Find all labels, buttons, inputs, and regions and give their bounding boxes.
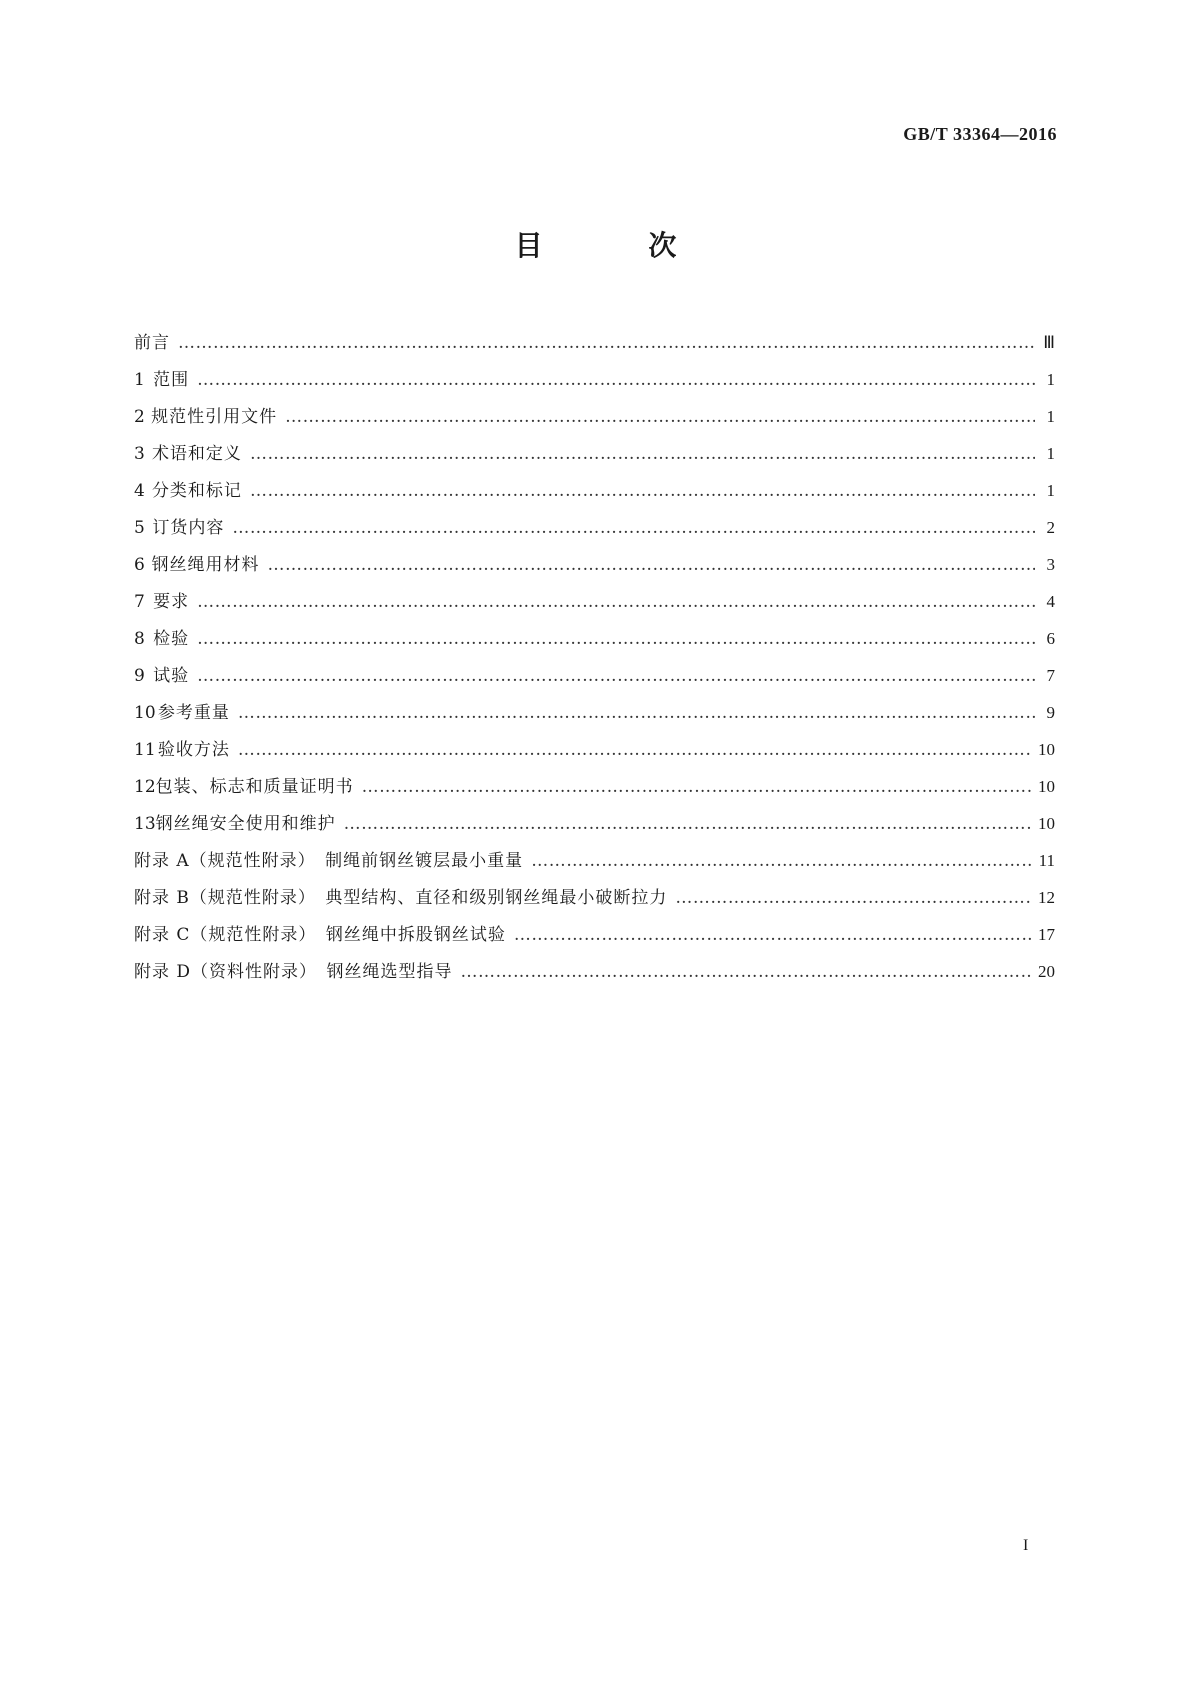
toc-entry-number: 6 <box>134 555 145 575</box>
toc-entry-10[interactable] <box>134 698 1055 735</box>
toc-entry-appendix-a[interactable] <box>134 846 1055 883</box>
toc-entry-number: 10 <box>134 703 156 723</box>
toc-entry-page: 3 <box>1046 555 1055 574</box>
toc-entry-number: 8 <box>134 629 145 649</box>
toc-entry-page: Ⅲ <box>1043 333 1055 352</box>
toc-entry-appendix-d[interactable] <box>134 957 1055 994</box>
standard-code: GB/T 33364—2016 <box>903 124 1057 144</box>
toc-entry-number: 11 <box>134 740 156 760</box>
toc-dot-leader <box>531 851 1032 871</box>
toc-entry-7[interactable] <box>134 587 1055 624</box>
toc-entry-number: 1 <box>134 370 145 390</box>
toc-entry-12[interactable] <box>134 772 1055 809</box>
toc-entry-label: 试验 <box>153 666 190 686</box>
toc-entry-number: 5 <box>134 518 145 538</box>
toc-entry-page: 2 <box>1046 518 1055 537</box>
toc-entry-page: 10 <box>1038 740 1055 759</box>
toc-entry-11[interactable] <box>134 735 1055 772</box>
toc-entry-label: 附录 D（资料性附录） 钢丝绳选型指导 <box>134 962 453 982</box>
toc-entry-9[interactable] <box>134 661 1055 698</box>
toc-entry-number: 3 <box>134 444 145 464</box>
toc-entry-6[interactable] <box>134 550 1055 587</box>
toc-dot-leader <box>344 814 1032 834</box>
toc-entry-label: 规范性引用文件 <box>151 407 278 427</box>
toc-dot-leader <box>250 444 1035 464</box>
toc-entry-appendix-b[interactable] <box>134 883 1055 920</box>
toc-dot-leader <box>514 925 1032 945</box>
toc-entry-page: 20 <box>1038 962 1055 981</box>
toc-entry-label: 附录 A（规范性附录） 制绳前钢丝镀层最小重量 <box>134 851 524 871</box>
toc-entry-page: 12 <box>1038 888 1055 907</box>
table-of-contents <box>134 328 1055 994</box>
toc-entry-label: 检验 <box>153 629 190 649</box>
toc-entry-label: 验收方法 <box>157 740 230 760</box>
toc-entry-label: 订货内容 <box>152 518 225 538</box>
toc-entry-number: 2 <box>134 407 145 427</box>
page-title: 目 次 <box>514 229 725 262</box>
toc-entry-1[interactable] <box>134 365 1055 402</box>
toc-entry-appendix-c[interactable] <box>134 920 1055 957</box>
toc-dot-leader <box>362 777 1032 797</box>
toc-entry-label: 范围 <box>153 370 190 390</box>
toc-dot-leader <box>197 666 1035 686</box>
toc-entry-5[interactable] <box>134 513 1055 550</box>
toc-dot-leader <box>461 962 1032 982</box>
toc-entry-page: 10 <box>1038 814 1055 833</box>
toc-dot-leader <box>197 370 1035 390</box>
toc-entry-13[interactable] <box>134 809 1055 846</box>
toc-entry-label: 包装、标志和质量证明书 <box>155 777 354 797</box>
toc-entry-label: 附录 B（规范性附录） 典型结构、直径和级别钢丝绳最小破断拉力 <box>134 888 668 908</box>
toc-entry-label: 术语和定义 <box>151 444 242 464</box>
toc-entry-label: 分类和标记 <box>151 481 242 501</box>
toc-entry-number: 4 <box>134 481 145 501</box>
toc-entry-page: 7 <box>1046 666 1055 685</box>
toc-dot-leader <box>285 407 1035 427</box>
toc-dot-leader <box>232 518 1035 538</box>
toc-entry-page: 17 <box>1038 925 1055 944</box>
toc-dot-leader <box>675 888 1032 908</box>
toc-entry-number: 13 <box>134 814 156 834</box>
toc-entry-number: 12 <box>134 777 156 797</box>
toc-entry-8[interactable] <box>134 624 1055 661</box>
toc-entry-2[interactable] <box>134 402 1055 439</box>
toc-entry-page: 1 <box>1046 370 1055 389</box>
toc-dot-leader <box>238 740 1032 760</box>
toc-entry-page: 4 <box>1046 592 1055 611</box>
toc-entry-number: 7 <box>134 592 145 612</box>
toc-dot-leader <box>178 333 1035 353</box>
toc-entry-page: 1 <box>1046 444 1055 463</box>
toc-entry-label: 要求 <box>153 592 190 612</box>
toc-entry-page: 1 <box>1046 407 1055 426</box>
toc-entry-preface[interactable] <box>134 328 1055 365</box>
toc-entry-page: 11 <box>1038 851 1055 870</box>
toc-entry-page: 10 <box>1038 777 1055 796</box>
page-number: I <box>1023 1537 1029 1554</box>
toc-entry-4[interactable] <box>134 476 1055 513</box>
toc-entry-label: 参考重量 <box>157 703 230 723</box>
toc-entry-3[interactable] <box>134 439 1055 476</box>
toc-dot-leader <box>197 592 1035 612</box>
toc-entry-number: 9 <box>134 666 145 686</box>
toc-entry-label: 钢丝绳安全使用和维护 <box>155 814 336 834</box>
toc-entry-label: 附录 C（规范性附录） 钢丝绳中拆股钢丝试验 <box>134 925 506 945</box>
toc-entry-page: 6 <box>1046 629 1055 648</box>
toc-dot-leader <box>197 629 1035 649</box>
toc-dot-leader <box>268 555 1035 575</box>
toc-entry-label: 钢丝绳用材料 <box>151 555 260 575</box>
toc-dot-leader <box>238 703 1035 723</box>
toc-dot-leader <box>250 481 1035 501</box>
toc-entry-label: 前言 <box>134 333 170 353</box>
toc-entry-page: 9 <box>1046 703 1055 722</box>
toc-entry-page: 1 <box>1046 481 1055 500</box>
